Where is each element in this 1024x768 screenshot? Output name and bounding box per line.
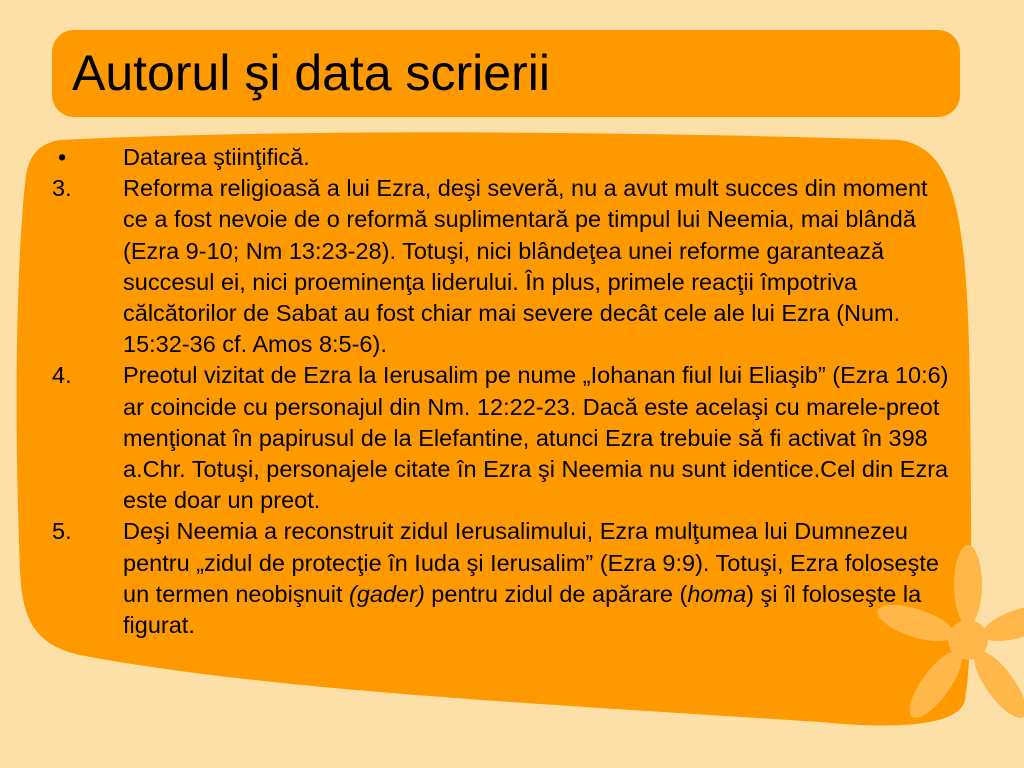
list-item-bullet: [52, 142, 952, 173]
slide-content: [52, 142, 952, 641]
list-item-text: Reforma religioasă a lui Ezra, deşi severă, nu a avut mult succes din moment ce a fost nevoie de o reformă suplimentară pe timpul lui Neemia, mai blândă (Ezra 9-10; Nm 13:23-28). Totuşi, nici blândeţea unei reforme garantează succesul ei, nici proeminenţa liderului. În plus, primele reacţii împotriva călcătorilor de Sabat au fost chiar mai severe decât cele ale lui Ezra (Num. 15:32-36 cf. Amos 8:5-6).: [123, 175, 928, 358]
list-item-text: Datarea ştiinţifică.: [123, 144, 310, 170]
list-number: 5.: [52, 518, 72, 545]
list-item-text: [123, 518, 939, 638]
list-item-5: [52, 516, 952, 641]
list-item-4: [52, 360, 952, 516]
list-item-3: [52, 173, 952, 360]
list-number: 3.: [52, 175, 72, 202]
text-segment: Deşi Neemia a reconstruit zidul Ierusalimului, Ezra mulţumea lui Dumnezeu pentru „zidul de protecţie în Iuda şi Ierusalim” (Ezra 9:9). Totuşi, Ezra foloseşte un termen neobişnuit: [123, 518, 939, 607]
italic-term-homa: homa: [687, 580, 747, 607]
text-segment: ) şi îl foloseşte la figurat.: [123, 580, 922, 639]
bullet-marker: •: [58, 144, 67, 170]
italic-term-gader: (gader): [349, 580, 425, 607]
list-item-text: Preotul vizitat de Ezra la Ierusalim pe nume „Iohanan fiul lui Eliaşib” (Ezra 10:6) ar coincide cu personajul din Nm. 12:22-23. Dacă este acelaşi cu marele-preot menţionat în papirusul de la Elefantine, atunci Ezra trebuie să fi activat în 398 a.Chr. Totuşi, personajele citate în Ezra şi Neemia nu sunt identice.Cel din Ezra este doar un preot.: [123, 362, 949, 514]
list-number: 4.: [52, 362, 72, 389]
slide-title: Autorul şi data scrierii: [72, 45, 550, 101]
text-segment: pentru zidul de apărare (: [424, 580, 688, 607]
